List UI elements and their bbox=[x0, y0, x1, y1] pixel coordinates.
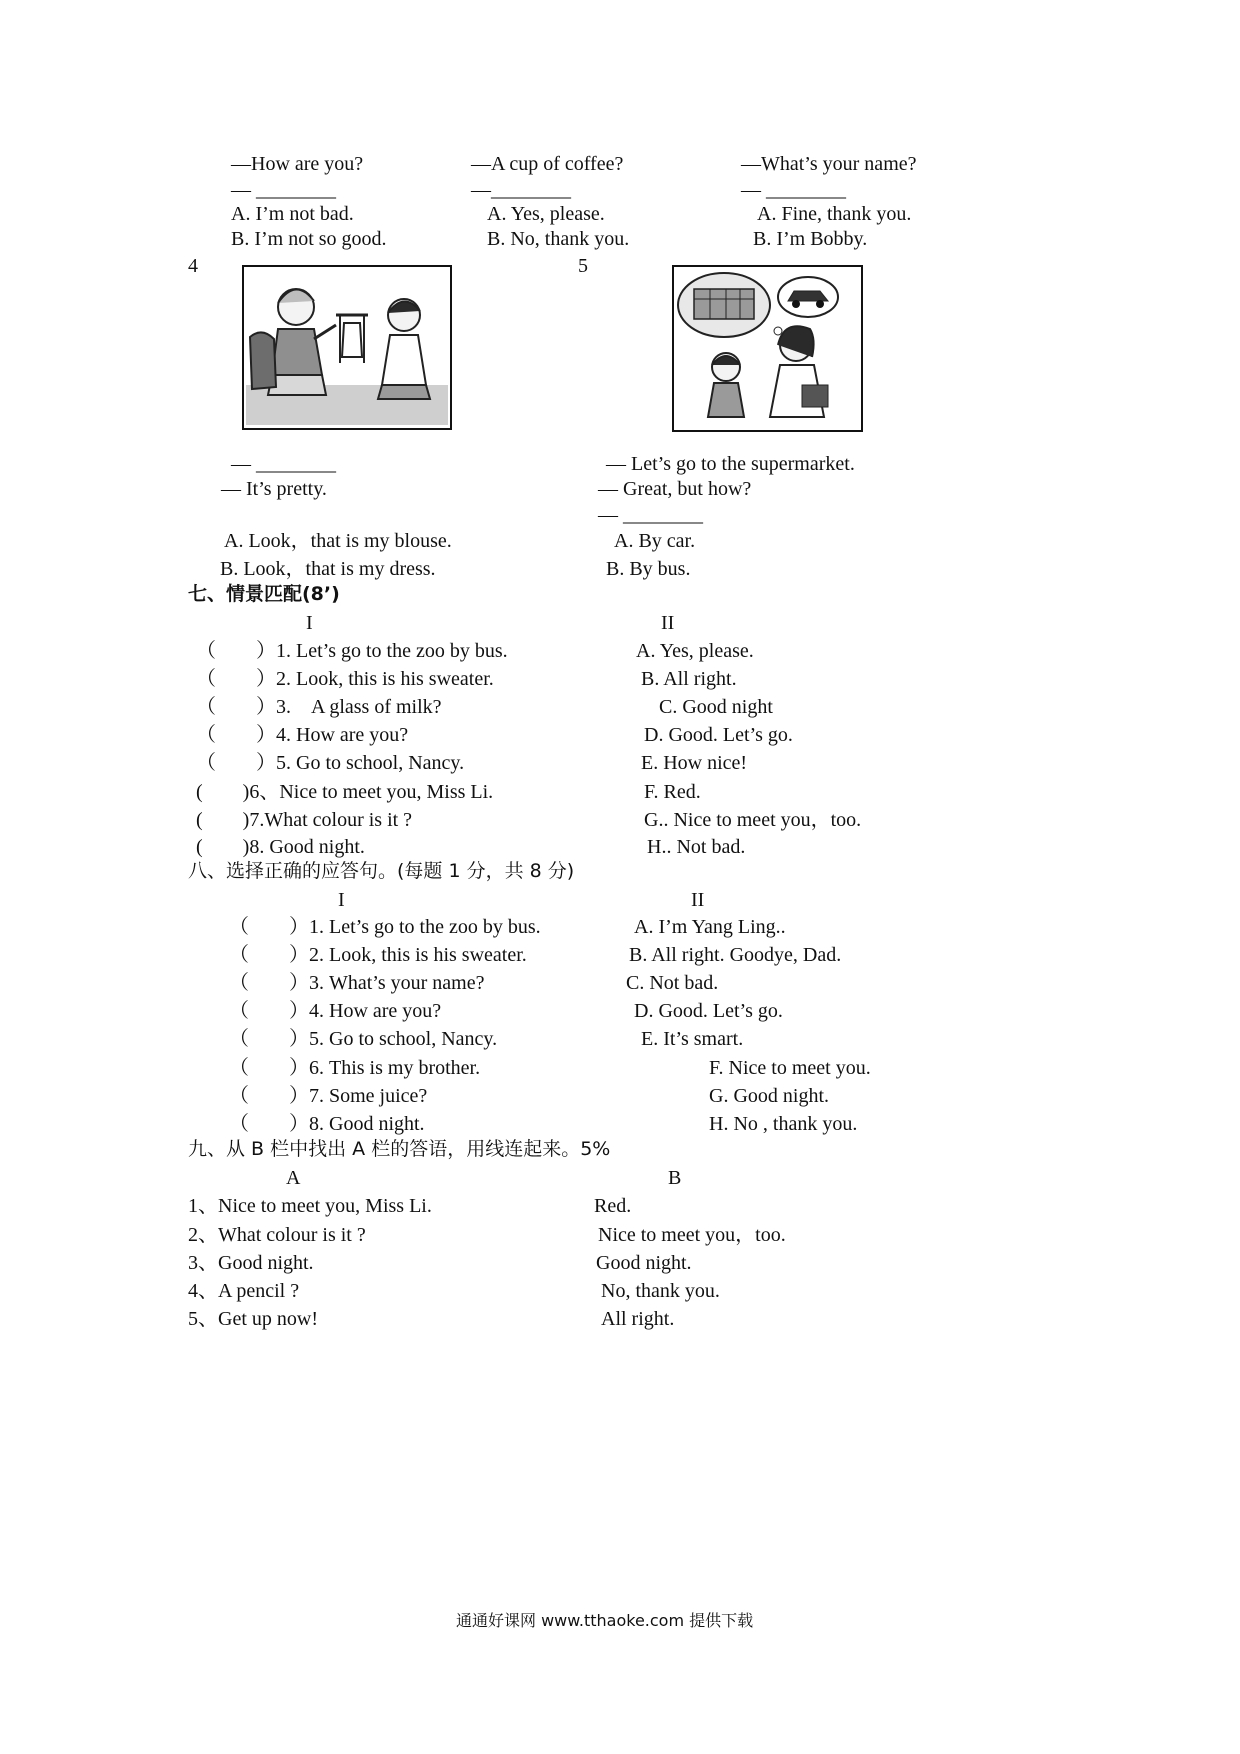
s9-column-a-item: 4、A pencil ? bbox=[188, 1280, 300, 1302]
s8-question: （ ）2. Look, this is his sweater. bbox=[229, 944, 527, 966]
section-9-col2-header: B bbox=[668, 1167, 682, 1189]
q1-prompt: —How are you? bbox=[231, 153, 364, 175]
q1-blank: — ________ bbox=[231, 179, 336, 201]
s7-question: （ ）2. Look, this is his sweater. bbox=[196, 668, 494, 690]
s9-column-b-item: Good night. bbox=[596, 1252, 692, 1274]
s7-question: （ ）4. How are you? bbox=[196, 724, 409, 746]
q5-line2: — Great, but how? bbox=[598, 478, 752, 500]
section-9-col1-header: A bbox=[286, 1167, 301, 1189]
section-8-title: 八、选择正确的应答句。(每题 1 分，共 8 分) bbox=[188, 860, 575, 882]
q2-prompt: —A cup of coffee? bbox=[471, 153, 624, 175]
q2-option-a: A. Yes, please. bbox=[487, 203, 605, 225]
s7-answer: D. Good. Let’s go. bbox=[644, 724, 793, 746]
q4-picture bbox=[242, 265, 452, 430]
section-7-col2-header: II bbox=[661, 612, 675, 634]
s8-answer: G. Good night. bbox=[709, 1085, 829, 1107]
s9-column-a-item: 3、Good night. bbox=[188, 1252, 314, 1274]
s9-column-a-item: 5、Get up now! bbox=[188, 1308, 318, 1330]
s7-question: ( )8. Good night. bbox=[196, 836, 365, 858]
s8-answer: D. Good. Let’s go. bbox=[634, 1000, 783, 1022]
q4-option-b: B. Look，that is my dress. bbox=[220, 558, 436, 580]
q1-option-b: B. I’m not so good. bbox=[231, 228, 387, 250]
s8-question: （ ）8. Good night. bbox=[229, 1113, 425, 1135]
q4-number: 4 bbox=[188, 255, 198, 277]
q2-option-b: B. No, thank you. bbox=[487, 228, 630, 250]
q3-blank: — ________ bbox=[741, 179, 846, 201]
s8-answer: H. No , thank you. bbox=[709, 1113, 858, 1135]
section-8-col2-header: II bbox=[691, 889, 705, 911]
section-9-title: 九、从 B 栏中找出 A 栏的答语，用线连起来。5% bbox=[188, 1138, 611, 1160]
q3-option-b: B. I’m Bobby. bbox=[753, 228, 868, 250]
s7-answer: H.. Not bad. bbox=[647, 836, 746, 858]
s9-column-b-item: Nice to meet you，too. bbox=[598, 1224, 786, 1246]
s7-question: （ ）5. Go to school, Nancy. bbox=[196, 752, 465, 774]
two-girls-blouse-illustration bbox=[244, 267, 450, 428]
s8-answer: F. Nice to meet you. bbox=[709, 1057, 871, 1079]
s8-answer: A. I’m Yang Ling.. bbox=[634, 916, 786, 938]
s7-answer: F. Red. bbox=[644, 781, 701, 803]
q1-option-a: A. I’m not bad. bbox=[231, 203, 354, 225]
q5-blank: — ________ bbox=[598, 504, 703, 526]
q3-prompt: —What’s your name? bbox=[741, 153, 917, 175]
s9-column-b-item: Red. bbox=[594, 1195, 632, 1217]
supermarket-car-illustration bbox=[674, 267, 861, 430]
q4-blank: — ________ bbox=[231, 453, 336, 475]
s9-column-b-item: All right. bbox=[601, 1308, 675, 1330]
s9-column-b-item: No, thank you. bbox=[601, 1280, 720, 1302]
s8-answer: B. All right. Goodye, Dad. bbox=[629, 944, 842, 966]
section-7-title: 七、情景匹配(8’) bbox=[188, 583, 340, 605]
s7-answer: C. Good night bbox=[659, 696, 773, 718]
s7-answer: G.. Nice to meet you，too. bbox=[644, 809, 862, 831]
section-7-col1-header: I bbox=[306, 612, 313, 634]
s8-answer: C. Not bad. bbox=[626, 972, 719, 994]
s8-question: （ ）6. This is my brother. bbox=[229, 1057, 481, 1079]
s8-question: （ ）4. How are you? bbox=[229, 1000, 442, 1022]
s7-answer: B. All right. bbox=[641, 668, 737, 690]
s8-question: （ ）3. What’s your name? bbox=[229, 972, 485, 994]
s7-question: （ ）3. A glass of milk? bbox=[196, 696, 442, 718]
q2-blank: —________ bbox=[471, 179, 571, 201]
q5-number: 5 bbox=[578, 255, 588, 277]
q5-picture bbox=[672, 265, 863, 432]
q5-line1: — Let’s go to the supermarket. bbox=[606, 453, 855, 475]
s8-answer: E. It’s smart. bbox=[641, 1028, 744, 1050]
q3-option-a: A. Fine, thank you. bbox=[757, 203, 912, 225]
s7-question: （ ）1. Let’s go to the zoo by bus. bbox=[196, 640, 508, 662]
q5-option-a: A. By car. bbox=[614, 530, 696, 552]
s7-answer: E. How nice! bbox=[641, 752, 748, 774]
s7-answer: A. Yes, please. bbox=[636, 640, 754, 662]
s9-column-a-item: 1、Nice to meet you, Miss Li. bbox=[188, 1195, 432, 1217]
s7-question: ( )6、Nice to meet you, Miss Li. bbox=[196, 781, 494, 803]
q4-option-a: A. Look，that is my blouse. bbox=[224, 530, 452, 552]
s8-question: （ ）1. Let’s go to the zoo by bus. bbox=[229, 916, 541, 938]
section-8-col1-header: I bbox=[338, 889, 345, 911]
s9-column-a-item: 2、What colour is it ? bbox=[188, 1224, 366, 1246]
q5-option-b: B. By bus. bbox=[606, 558, 691, 580]
footer-credit: 通通好课网 www.tthaoke.com 提供下载 bbox=[456, 1611, 754, 1630]
s8-question: （ ）5. Go to school, Nancy. bbox=[229, 1028, 498, 1050]
q4-line2: — It’s pretty. bbox=[221, 478, 327, 500]
s7-question: ( )7.What colour is it ? bbox=[196, 809, 413, 831]
s8-question: （ ）7. Some juice? bbox=[229, 1085, 428, 1107]
